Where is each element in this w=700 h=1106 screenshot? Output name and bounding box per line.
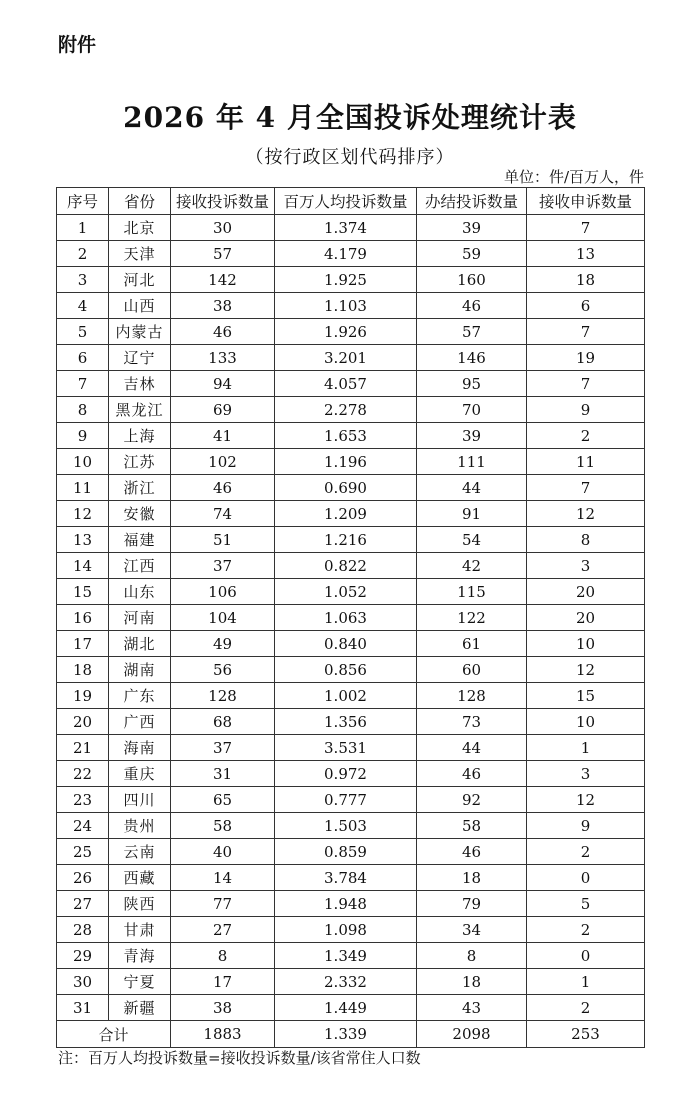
complaints-per-million-cell: 0.690 <box>275 475 417 501</box>
table-row <box>57 813 645 839</box>
complaints-received-cell: 38 <box>171 293 275 319</box>
province-cell: 四川 <box>109 787 171 813</box>
complaints-closed-cell: 70 <box>417 397 527 423</box>
table-row <box>57 631 645 657</box>
complaints-received-cell: 37 <box>171 553 275 579</box>
appeals-received-cell: 20 <box>527 605 645 631</box>
row-index-cell: 15 <box>57 579 109 605</box>
header-complaints-per-million: 百万人均投诉数量 <box>275 188 417 215</box>
row-index-cell: 25 <box>57 839 109 865</box>
province-cell: 安徽 <box>109 501 171 527</box>
row-index-cell: 30 <box>57 969 109 995</box>
complaints-per-million-cell: 4.057 <box>275 371 417 397</box>
header-complaints-closed: 办结投诉数量 <box>417 188 527 215</box>
row-index-cell: 6 <box>57 345 109 371</box>
appeals-received-cell: 2 <box>527 423 645 449</box>
appeals-received-cell: 3 <box>527 761 645 787</box>
row-index-cell: 29 <box>57 943 109 969</box>
row-index-cell: 12 <box>57 501 109 527</box>
row-index-cell: 28 <box>57 917 109 943</box>
table-row <box>57 579 645 605</box>
appeals-received-cell: 2 <box>527 917 645 943</box>
row-index-cell: 1 <box>57 215 109 241</box>
complaints-received-cell: 69 <box>171 397 275 423</box>
complaints-received-cell: 65 <box>171 787 275 813</box>
complaints-per-million-cell: 1.449 <box>275 995 417 1021</box>
row-index-cell: 18 <box>57 657 109 683</box>
complaints-closed-cell: 79 <box>417 891 527 917</box>
document-subtitle: （按行政区划代码排序） <box>245 147 455 168</box>
complaints-per-million-cell: 4.179 <box>275 241 417 267</box>
province-cell: 湖南 <box>109 657 171 683</box>
complaints-received-cell: 46 <box>171 319 275 345</box>
table-row <box>57 397 645 423</box>
complaints-closed-cell: 160 <box>417 267 527 293</box>
complaints-closed-cell: 46 <box>417 293 527 319</box>
appeals-received-cell: 12 <box>527 501 645 527</box>
complaints-received-cell: 40 <box>171 839 275 865</box>
row-index-cell: 20 <box>57 709 109 735</box>
appeals-received-cell: 19 <box>527 345 645 371</box>
complaints-per-million-cell: 3.784 <box>275 865 417 891</box>
table-row <box>57 449 645 475</box>
appeals-received-cell: 10 <box>527 709 645 735</box>
complaints-received-cell: 49 <box>171 631 275 657</box>
attachment-label: 附件 <box>58 34 97 56</box>
complaints-closed-cell: 115 <box>417 579 527 605</box>
complaints-per-million-cell: 1.653 <box>275 423 417 449</box>
complaints-received-cell: 37 <box>171 735 275 761</box>
province-cell: 内蒙古 <box>109 319 171 345</box>
appeals-received-cell: 20 <box>527 579 645 605</box>
complaints-closed-cell: 18 <box>417 865 527 891</box>
complaints-per-million-cell: 3.531 <box>275 735 417 761</box>
complaints-per-million-cell: 1.052 <box>275 579 417 605</box>
appeals-received-cell: 3 <box>527 553 645 579</box>
complaints-per-million-cell: 1.356 <box>275 709 417 735</box>
row-index-cell: 17 <box>57 631 109 657</box>
complaints-closed-cell: 43 <box>417 995 527 1021</box>
complaints-closed-cell: 146 <box>417 345 527 371</box>
table-row <box>57 215 645 241</box>
province-cell: 江苏 <box>109 449 171 475</box>
row-index-cell: 19 <box>57 683 109 709</box>
appeals-received-cell: 12 <box>527 657 645 683</box>
row-index-cell: 14 <box>57 553 109 579</box>
table-row <box>57 501 645 527</box>
complaints-closed-cell: 44 <box>417 735 527 761</box>
header-complaints-received: 接收投诉数量 <box>171 188 275 215</box>
appeals-received-cell: 12 <box>527 787 645 813</box>
table-row <box>57 293 645 319</box>
table-row <box>57 917 645 943</box>
complaints-received-cell: 51 <box>171 527 275 553</box>
appeals-received-cell: 7 <box>527 319 645 345</box>
header-index: 序号 <box>57 188 109 215</box>
complaints-received-cell: 46 <box>171 475 275 501</box>
complaints-received-cell: 17 <box>171 969 275 995</box>
table-row <box>57 735 645 761</box>
complaints-per-million-cell: 1.948 <box>275 891 417 917</box>
table-row <box>57 891 645 917</box>
total-cell: 1.339 <box>275 1021 417 1048</box>
complaints-per-million-cell: 1.926 <box>275 319 417 345</box>
complaints-received-cell: 142 <box>171 267 275 293</box>
appeals-received-cell: 18 <box>527 267 645 293</box>
province-cell: 湖北 <box>109 631 171 657</box>
appeals-received-cell: 8 <box>527 527 645 553</box>
complaints-received-cell: 58 <box>171 813 275 839</box>
row-index-cell: 11 <box>57 475 109 501</box>
province-cell: 上海 <box>109 423 171 449</box>
statistics-table <box>56 187 645 1048</box>
complaints-per-million-cell: 0.840 <box>275 631 417 657</box>
complaints-closed-cell: 73 <box>417 709 527 735</box>
row-index-cell: 9 <box>57 423 109 449</box>
appeals-received-cell: 7 <box>527 371 645 397</box>
table-row <box>57 553 645 579</box>
table-row <box>57 371 645 397</box>
row-index-cell: 23 <box>57 787 109 813</box>
appeals-received-cell: 7 <box>527 215 645 241</box>
row-index-cell: 2 <box>57 241 109 267</box>
province-cell: 江西 <box>109 553 171 579</box>
complaints-closed-cell: 57 <box>417 319 527 345</box>
province-cell: 陕西 <box>109 891 171 917</box>
table-row <box>57 969 645 995</box>
appeals-received-cell: 10 <box>527 631 645 657</box>
table-row <box>57 787 645 813</box>
complaints-closed-cell: 8 <box>417 943 527 969</box>
complaints-per-million-cell: 1.925 <box>275 267 417 293</box>
table-row <box>57 683 645 709</box>
complaints-closed-cell: 54 <box>417 527 527 553</box>
province-cell: 辽宁 <box>109 345 171 371</box>
row-index-cell: 4 <box>57 293 109 319</box>
row-index-cell: 10 <box>57 449 109 475</box>
complaints-received-cell: 14 <box>171 865 275 891</box>
row-index-cell: 31 <box>57 995 109 1021</box>
complaints-per-million-cell: 1.216 <box>275 527 417 553</box>
complaints-per-million-cell: 2.332 <box>275 969 417 995</box>
province-cell: 海南 <box>109 735 171 761</box>
document-title: 2026 年 4 月全国投诉处理统计表 <box>123 101 577 134</box>
appeals-received-cell: 2 <box>527 839 645 865</box>
total-cell: 253 <box>527 1021 645 1048</box>
appeals-received-cell: 9 <box>527 397 645 423</box>
table-row <box>57 319 645 345</box>
row-index-cell: 21 <box>57 735 109 761</box>
row-index-cell: 7 <box>57 371 109 397</box>
table-row <box>57 345 645 371</box>
complaints-per-million-cell: 0.822 <box>275 553 417 579</box>
complaints-received-cell: 74 <box>171 501 275 527</box>
table-row <box>57 267 645 293</box>
complaints-received-cell: 57 <box>171 241 275 267</box>
table-row <box>57 605 645 631</box>
header-appeals-received: 接收申诉数量 <box>527 188 645 215</box>
complaints-per-million-cell: 0.859 <box>275 839 417 865</box>
row-index-cell: 16 <box>57 605 109 631</box>
complaints-per-million-cell: 1.103 <box>275 293 417 319</box>
table-row <box>57 657 645 683</box>
province-cell: 重庆 <box>109 761 171 787</box>
complaints-received-cell: 30 <box>171 215 275 241</box>
complaints-closed-cell: 39 <box>417 423 527 449</box>
province-cell: 福建 <box>109 527 171 553</box>
province-cell: 黑龙江 <box>109 397 171 423</box>
complaints-per-million-cell: 1.209 <box>275 501 417 527</box>
province-cell: 山西 <box>109 293 171 319</box>
appeals-received-cell: 13 <box>527 241 645 267</box>
complaints-received-cell: 31 <box>171 761 275 787</box>
complaints-closed-cell: 46 <box>417 761 527 787</box>
row-index-cell: 27 <box>57 891 109 917</box>
appeals-received-cell: 2 <box>527 995 645 1021</box>
province-cell: 贵州 <box>109 813 171 839</box>
province-cell: 山东 <box>109 579 171 605</box>
province-cell: 西藏 <box>109 865 171 891</box>
appeals-received-cell: 11 <box>527 449 645 475</box>
row-index-cell: 3 <box>57 267 109 293</box>
province-cell: 宁夏 <box>109 969 171 995</box>
complaints-received-cell: 128 <box>171 683 275 709</box>
row-index-cell: 13 <box>57 527 109 553</box>
complaints-closed-cell: 91 <box>417 501 527 527</box>
province-cell: 吉林 <box>109 371 171 397</box>
appeals-received-cell: 5 <box>527 891 645 917</box>
appeals-received-cell: 15 <box>527 683 645 709</box>
complaints-per-million-cell: 2.278 <box>275 397 417 423</box>
row-index-cell: 22 <box>57 761 109 787</box>
complaints-per-million-cell: 1.063 <box>275 605 417 631</box>
complaints-per-million-cell: 1.503 <box>275 813 417 839</box>
complaints-received-cell: 56 <box>171 657 275 683</box>
complaints-closed-cell: 95 <box>417 371 527 397</box>
complaints-received-cell: 94 <box>171 371 275 397</box>
complaints-closed-cell: 92 <box>417 787 527 813</box>
complaints-received-cell: 104 <box>171 605 275 631</box>
table-row <box>57 761 645 787</box>
complaints-per-million-cell: 1.196 <box>275 449 417 475</box>
complaints-closed-cell: 46 <box>417 839 527 865</box>
table-total-row <box>57 1021 645 1048</box>
province-cell: 天津 <box>109 241 171 267</box>
appeals-received-cell: 0 <box>527 943 645 969</box>
table-row <box>57 475 645 501</box>
footnote: 注：百万人均投诉数量=接收投诉数量/该省常住人口数 <box>58 1049 421 1067</box>
table-row <box>57 943 645 969</box>
appeals-received-cell: 1 <box>527 735 645 761</box>
complaints-per-million-cell: 1.349 <box>275 943 417 969</box>
table-row <box>57 995 645 1021</box>
row-index-cell: 26 <box>57 865 109 891</box>
province-cell: 甘肃 <box>109 917 171 943</box>
province-cell: 新疆 <box>109 995 171 1021</box>
table-row <box>57 241 645 267</box>
appeals-received-cell: 9 <box>527 813 645 839</box>
complaints-received-cell: 102 <box>171 449 275 475</box>
complaints-received-cell: 27 <box>171 917 275 943</box>
table-row <box>57 865 645 891</box>
complaints-per-million-cell: 0.856 <box>275 657 417 683</box>
complaints-per-million-cell: 1.098 <box>275 917 417 943</box>
complaints-received-cell: 8 <box>171 943 275 969</box>
complaints-closed-cell: 44 <box>417 475 527 501</box>
complaints-received-cell: 41 <box>171 423 275 449</box>
row-index-cell: 8 <box>57 397 109 423</box>
complaints-closed-cell: 128 <box>417 683 527 709</box>
complaints-closed-cell: 59 <box>417 241 527 267</box>
complaints-closed-cell: 34 <box>417 917 527 943</box>
table-header-row <box>57 188 645 215</box>
appeals-received-cell: 7 <box>527 475 645 501</box>
table-body <box>57 215 645 1021</box>
appeals-received-cell: 6 <box>527 293 645 319</box>
unit-label: 单位：件/百万人，件 <box>503 168 644 186</box>
complaints-closed-cell: 111 <box>417 449 527 475</box>
province-cell: 广东 <box>109 683 171 709</box>
complaints-closed-cell: 122 <box>417 605 527 631</box>
row-index-cell: 24 <box>57 813 109 839</box>
appeals-received-cell: 1 <box>527 969 645 995</box>
table-row <box>57 839 645 865</box>
complaints-received-cell: 133 <box>171 345 275 371</box>
complaints-closed-cell: 18 <box>417 969 527 995</box>
complaints-closed-cell: 61 <box>417 631 527 657</box>
complaints-per-million-cell: 1.374 <box>275 215 417 241</box>
total-cell: 2098 <box>417 1021 527 1048</box>
province-cell: 青海 <box>109 943 171 969</box>
complaints-received-cell: 77 <box>171 891 275 917</box>
table-row <box>57 709 645 735</box>
complaints-closed-cell: 39 <box>417 215 527 241</box>
table-row <box>57 527 645 553</box>
complaints-closed-cell: 42 <box>417 553 527 579</box>
complaints-received-cell: 68 <box>171 709 275 735</box>
complaints-per-million-cell: 0.972 <box>275 761 417 787</box>
province-cell: 浙江 <box>109 475 171 501</box>
complaints-received-cell: 38 <box>171 995 275 1021</box>
complaints-per-million-cell: 0.777 <box>275 787 417 813</box>
complaints-per-million-cell: 3.201 <box>275 345 417 371</box>
complaints-per-million-cell: 1.002 <box>275 683 417 709</box>
complaints-closed-cell: 58 <box>417 813 527 839</box>
total-label: 合计 <box>57 1021 171 1048</box>
appeals-received-cell: 0 <box>527 865 645 891</box>
total-cell: 1883 <box>171 1021 275 1048</box>
complaints-received-cell: 106 <box>171 579 275 605</box>
province-cell: 河南 <box>109 605 171 631</box>
province-cell: 北京 <box>109 215 171 241</box>
province-cell: 广西 <box>109 709 171 735</box>
header-province: 省份 <box>109 188 171 215</box>
table-row <box>57 423 645 449</box>
complaints-closed-cell: 60 <box>417 657 527 683</box>
province-cell: 云南 <box>109 839 171 865</box>
row-index-cell: 5 <box>57 319 109 345</box>
province-cell: 河北 <box>109 267 171 293</box>
